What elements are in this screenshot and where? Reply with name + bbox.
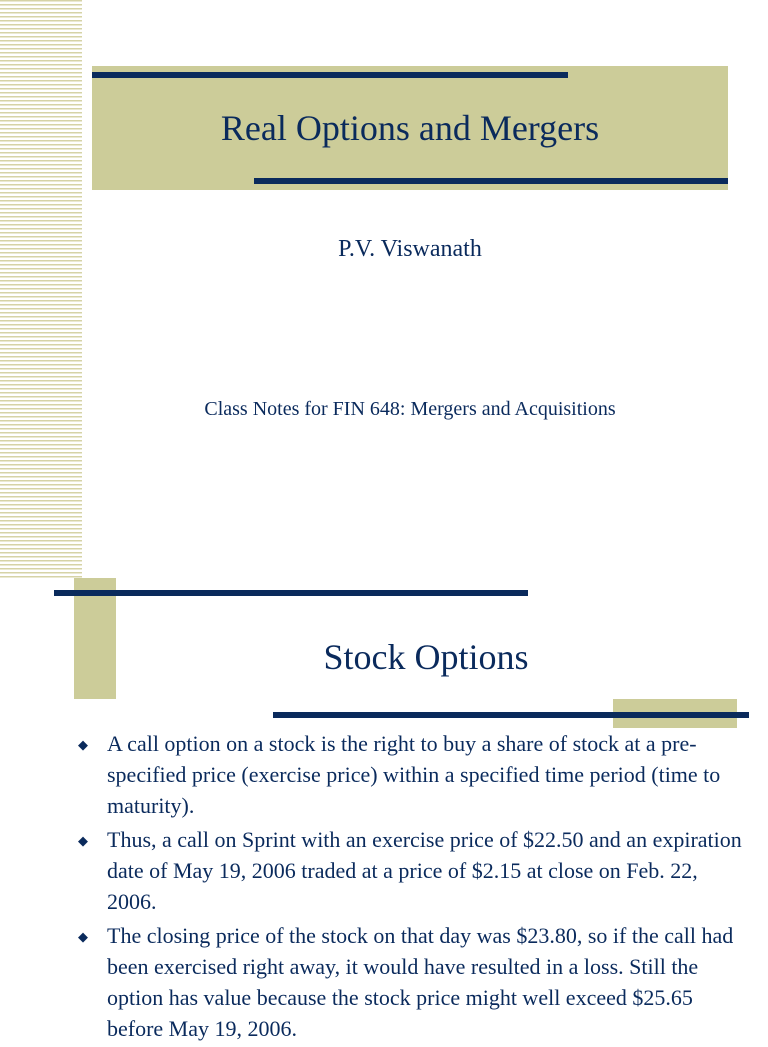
stock-options-slide: [0, 578, 768, 1041]
slide-title: Stock Options: [323, 637, 529, 677]
decorative-vertical-block: [74, 578, 116, 699]
list-item: [78, 920, 748, 1044]
header-bottom-rule: [273, 712, 749, 718]
decorative-stripes: [0, 0, 82, 578]
header-top-rule: [54, 590, 528, 596]
bullet-text: Thus, a call on Sprint with an exercise price of $22.50 and an expiration date of May 19, 2006 traded at a price of $2.15 at close on Feb. 22, 2006.: [107, 827, 742, 914]
diamond-bullet-icon: ◆: [78, 833, 88, 848]
list-item: [78, 824, 748, 917]
bullet-text: The closing price of the stock on that day was $23.80, so if the call had been exercised right away, it would have resulted in a loss. Still the option has value because the stock price might well exceed $25.65 before May 19, 2006.: [107, 923, 734, 1041]
author-name: P.V. Viswanath: [338, 236, 482, 262]
diamond-bullet-icon: ◆: [78, 737, 88, 752]
bullet-text: A call option on a stock is the right to buy a share of stock at a pre-specified price (exercise price) within a specified time period (time to maturity).: [107, 731, 721, 818]
title-bottom-rule: [254, 178, 728, 184]
diamond-bullet-icon: ◆: [78, 929, 88, 944]
list-item: [78, 728, 748, 821]
course-subtitle: Class Notes for FIN 648: Mergers and Acquisitions: [204, 398, 616, 420]
title-top-rule: [92, 72, 568, 78]
bullet-list: [78, 728, 748, 1047]
slide-title: Real Options and Mergers: [220, 108, 600, 148]
